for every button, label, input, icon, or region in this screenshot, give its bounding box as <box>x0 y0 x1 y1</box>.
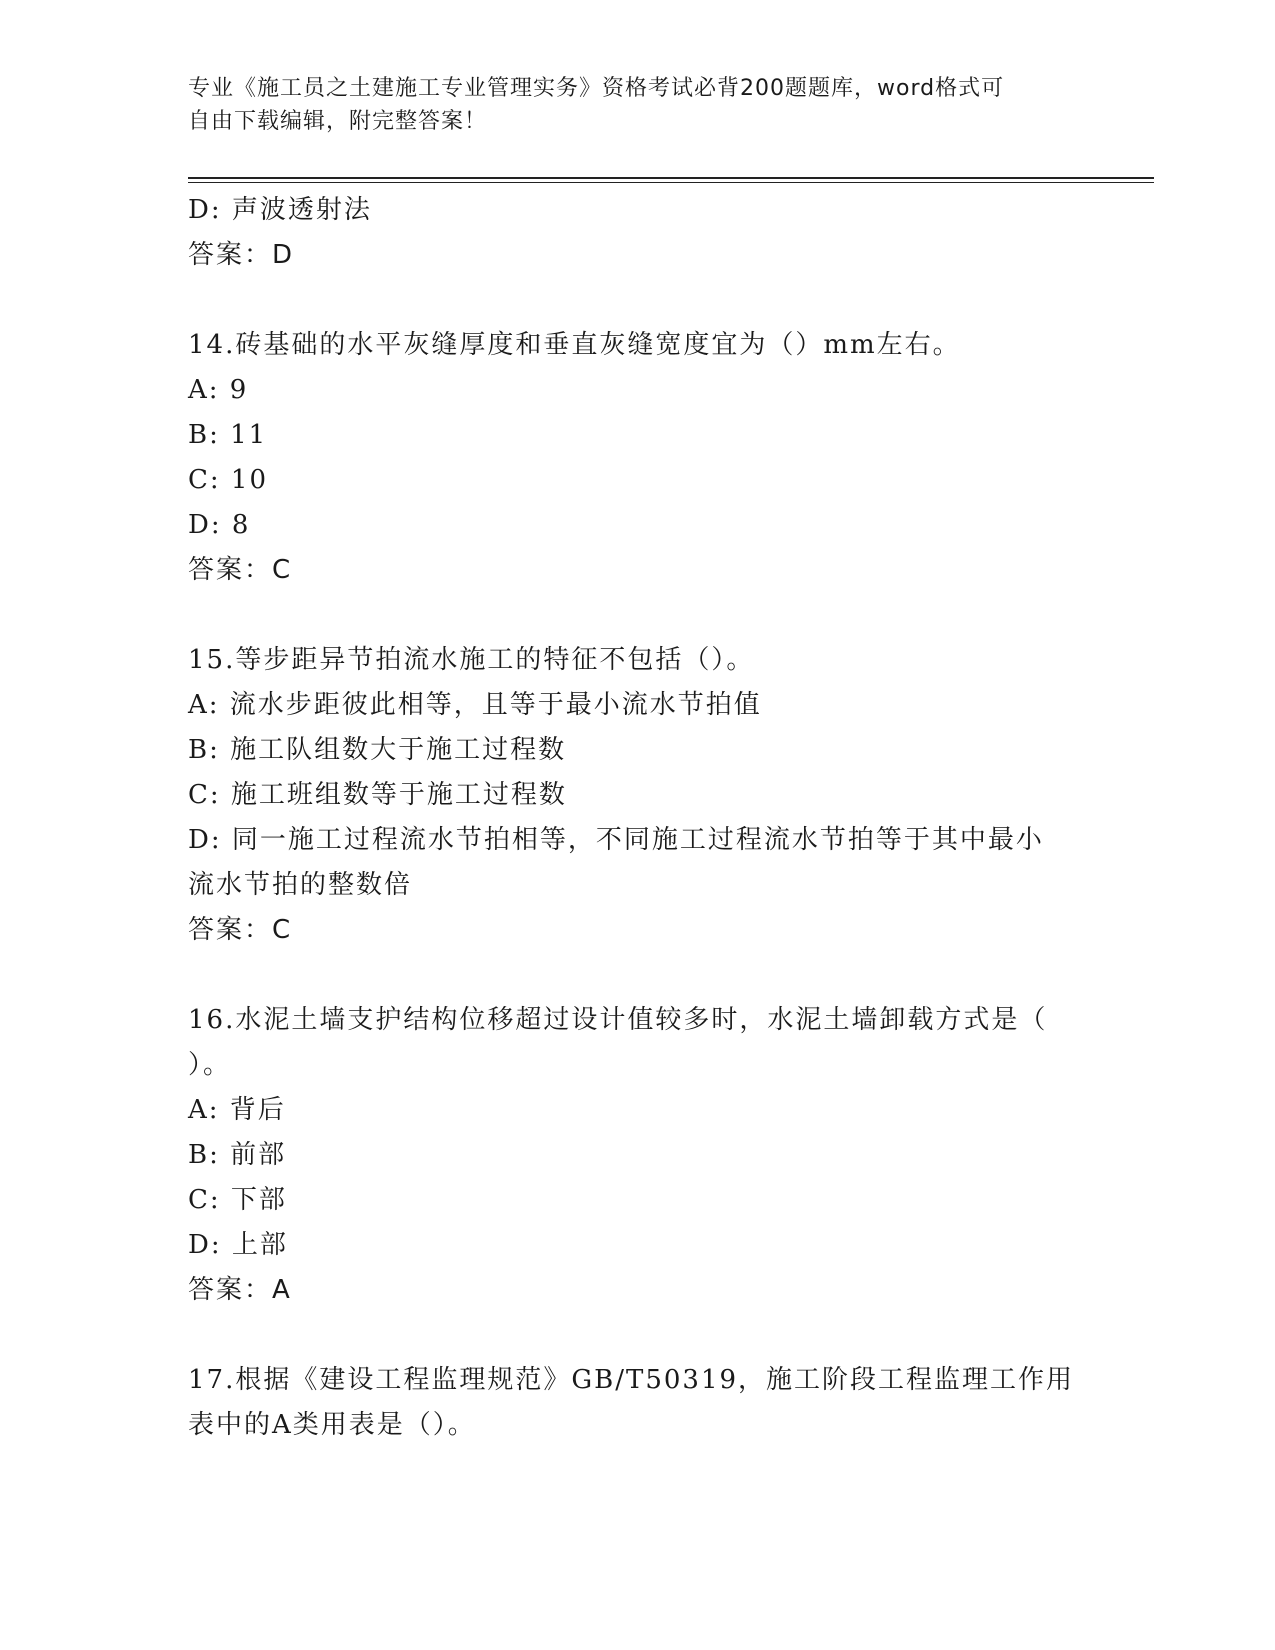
q15-option-d-continued: 流水节拍的整数倍 <box>188 870 413 900</box>
header-divider-thick <box>188 177 1154 179</box>
spacer <box>188 953 1088 998</box>
q16-option-d: D: 上部 <box>188 1230 288 1260</box>
q14-option-c: C: 10 <box>188 465 269 495</box>
header-line-2: 自由下载编辑，附完整答案！ <box>188 109 488 134</box>
q17-question-line-1: 17.根据《建设工程监理规范》GB/T50319，施工阶段工程监理工作用 <box>188 1365 1075 1395</box>
q14-answer: 答案：C <box>188 555 293 585</box>
q16-question-line-2: ）。 <box>188 1050 232 1080</box>
prev-answer: 答案：D <box>188 240 295 270</box>
prev-option-d: D: 声波透射法 <box>188 195 372 225</box>
q15-option-d: D: 同一施工过程流水节拍相等，不同施工过程流水节拍等于其中最小 <box>188 825 1044 855</box>
q16-answer: 答案：A <box>188 1275 292 1305</box>
spacer <box>188 278 1088 323</box>
spacer <box>188 1313 1088 1358</box>
q17-question-line-2: 表中的A类用表是（）。 <box>188 1410 476 1440</box>
q14-question: 14.砖基础的水平灰缝厚度和垂直灰缝宽度宜为（）mm左右。 <box>188 330 961 360</box>
q16-option-c: C: 下部 <box>188 1185 287 1215</box>
header-line-1: 专业《施工员之土建施工专业管理实务》资格考试必背200题题库，word格式可 <box>188 76 1005 101</box>
q16-question-line-1: 16.水泥土墙支护结构位移超过设计值较多时，水泥土墙卸载方式是（ <box>188 1005 1048 1035</box>
q16-option-a: A: 背后 <box>188 1095 286 1125</box>
q16-option-b: B: 前部 <box>188 1140 287 1170</box>
q15-option-a: A: 流水步距彼此相等，且等于最小流水节拍值 <box>188 690 762 720</box>
q15-answer: 答案：C <box>188 915 293 945</box>
spacer <box>188 593 1088 638</box>
q15-option-c: C: 施工班组数等于施工过程数 <box>188 780 567 810</box>
header-divider-thin <box>188 182 1154 183</box>
q15-question: 15.等步距异节拍流水施工的特征不包括（）。 <box>188 645 755 675</box>
q14-option-a: A: 9 <box>188 375 249 405</box>
q15-option-b: B: 施工队组数大于施工过程数 <box>188 735 567 765</box>
q14-option-b: B: 11 <box>188 420 268 450</box>
q14-option-d: D: 8 <box>188 510 251 540</box>
question-list <box>188 188 1088 1448</box>
document-header <box>188 72 1088 138</box>
